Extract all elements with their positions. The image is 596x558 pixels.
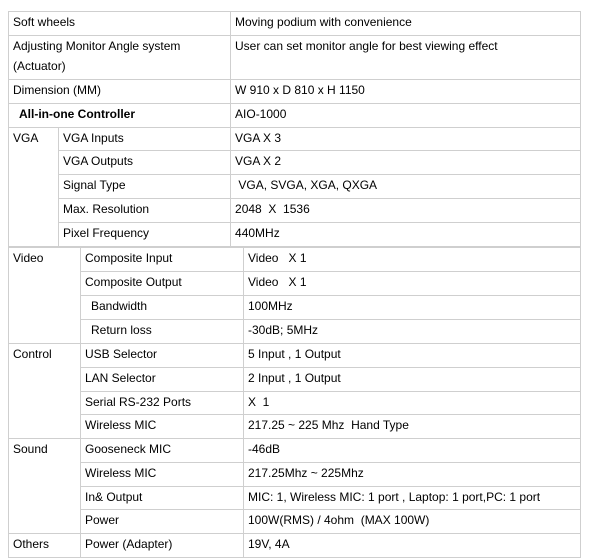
spec-label: Serial RS-232 Ports	[81, 392, 244, 415]
table-row	[9, 199, 581, 223]
spec-label: All-in-one Controller	[9, 104, 231, 128]
spec-label: Pixel Frequency	[59, 223, 231, 247]
table-row	[9, 510, 581, 534]
table-row	[9, 415, 581, 439]
table-row	[9, 463, 581, 487]
spec-value: 217.25Mhz ~ 225Mhz	[244, 463, 581, 487]
table-row	[9, 175, 581, 199]
spec-label-line: (Actuator)	[13, 59, 66, 73]
spec-label: Composite Input	[81, 248, 244, 272]
spec-label: LAN Selector	[81, 368, 244, 392]
table-row	[9, 534, 581, 558]
spec-value: Moving podium with convenience	[231, 12, 581, 36]
spec-label: Max. Resolution	[59, 199, 231, 223]
spec-label: Dimension (MM)	[9, 80, 231, 104]
spec-label: Power	[81, 510, 244, 534]
spec-value: 2048 X 1536	[231, 199, 581, 223]
spec-value: 440MHz	[231, 223, 581, 247]
spec-label: Gooseneck MIC	[81, 439, 244, 463]
spec-value: 100MHz	[244, 296, 581, 320]
spec-label: Wireless MIC	[81, 463, 244, 487]
spec-label: Wireless MIC	[81, 415, 244, 439]
table-row	[9, 344, 581, 368]
table-row	[9, 248, 581, 272]
spec-label: VGA Outputs	[59, 151, 231, 175]
spec-value: 100W(RMS) / 4ohm (MAX 100W)	[244, 510, 581, 534]
table-row	[9, 487, 581, 510]
spec-value: VGA X 2	[231, 151, 581, 175]
spec-value: -30dB; 5MHz	[244, 320, 581, 344]
spec-value: Video X 1	[244, 272, 581, 296]
spec-label: In& Output	[81, 487, 244, 510]
spec-value: VGA X 3	[231, 128, 581, 151]
table-row	[9, 320, 581, 344]
table-row	[9, 296, 581, 320]
table-row	[9, 104, 581, 128]
spec-label: Signal Type	[59, 175, 231, 199]
group-label-others: Others	[9, 534, 81, 558]
spec-label	[9, 36, 231, 80]
spec-value: 2 Input , 1 Output	[244, 368, 581, 392]
spec-label: Power (Adapter)	[81, 534, 244, 558]
spec-table-features	[8, 247, 581, 558]
spec-table-general	[8, 11, 581, 247]
table-row	[9, 439, 581, 463]
table-row	[9, 12, 581, 36]
group-label-control: Control	[9, 344, 81, 439]
table-row	[9, 272, 581, 296]
spec-value: AIO-1000	[231, 104, 581, 128]
group-label-sound: Sound	[9, 439, 81, 534]
spec-value: -46dB	[244, 439, 581, 463]
spec-value: 5 Input , 1 Output	[244, 344, 581, 368]
spec-label-line: Adjusting Monitor Angle system	[13, 39, 181, 53]
table-row	[9, 223, 581, 247]
spec-value: 19V, 4A	[244, 534, 581, 558]
spec-label: Return loss	[81, 320, 244, 344]
table-row	[9, 128, 581, 151]
spec-value: 217.25 ~ 225 Mhz Hand Type	[244, 415, 581, 439]
table-row	[9, 392, 581, 415]
spec-label: USB Selector	[81, 344, 244, 368]
spec-label: VGA Inputs	[59, 128, 231, 151]
spec-value: User can set monitor angle for best viewing effect	[231, 36, 581, 80]
spec-value: W 910 x D 810 x H 1150	[231, 80, 581, 104]
table-row	[9, 80, 581, 104]
table-row	[9, 368, 581, 392]
spec-label: Composite Output	[81, 272, 244, 296]
spec-value: X 1	[244, 392, 581, 415]
table-row	[9, 36, 581, 80]
spec-label: Bandwidth	[81, 296, 244, 320]
table-row	[9, 151, 581, 175]
spec-value: Video X 1	[244, 248, 581, 272]
group-label-video: Video	[9, 248, 81, 344]
spec-value: MIC: 1, Wireless MIC: 1 port , Laptop: 1 port,PC: 1 port	[244, 487, 581, 510]
group-label-vga: VGA	[9, 128, 59, 247]
spec-label: Soft wheels	[9, 12, 231, 36]
spec-value: VGA, SVGA, XGA, QXGA	[231, 175, 581, 199]
